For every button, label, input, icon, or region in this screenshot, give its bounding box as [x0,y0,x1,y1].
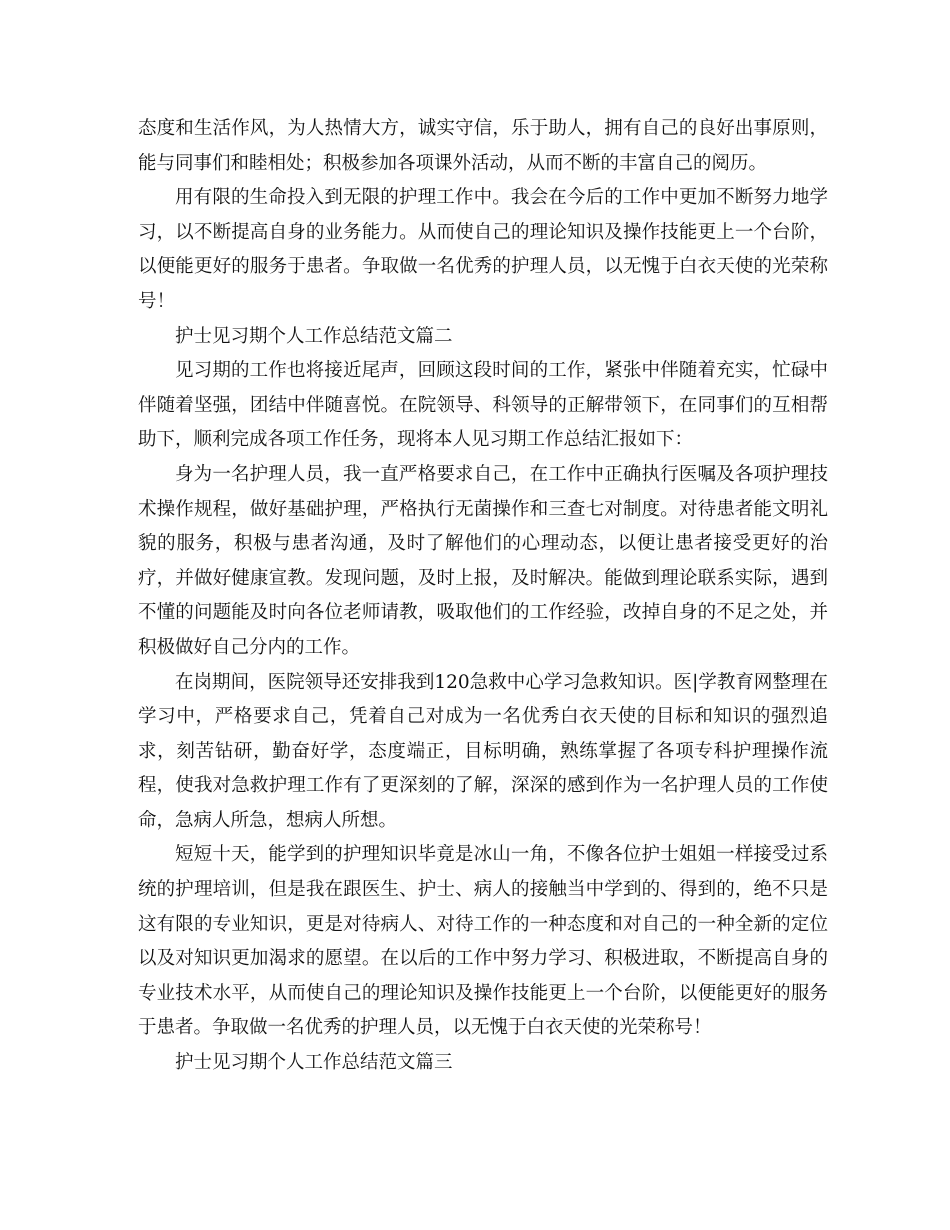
section-heading-part-two: 护士见习期个人工作总结范文篇二 [175,325,453,347]
paragraph-duties: 身为一名护理人员，我一直严格要求自己，在工作中正确执行医嘱及各项护理技术操作规程，做好基础护理，严格执行无菌操作和三查七对制度。对待患者能文明礼貌的服务，积极与患者沟通，及时了解他们的心理动态，以便让患者接受更好的治疗，并做好健康宣教。发现问题，及时上报，及时解决。能做到理论联系实际，遇到不懂的问题能及时向各位老师请教，吸取他们的工作经验，改掉自身的不足之处，并积极做好自己分内的工作。 [138,463,828,658]
paragraph-reflection: 短短十天，能学到的护理知识毕竟是冰山一角，不像各位护士姐姐一样接受过系统的护理培训，但是我在跟医生、护士、病人的接触当中学到的、得到的，绝不只是这有限的专业知识，更是对待病人、对待工作的一种态度和对自己的一种全新的定位以及对知识更加渴求的愿望。在以后的工作中努力学习、积极进取，不断提高自身的专业技术水平，从而使自己的理论知识及操作技能更上一个台阶，以便能更好的服务于患者。争取做一名优秀的护理人员，以无愧于白衣天使的光荣称号！ [138,844,828,1039]
paragraph-continuation: 态度和生活作风，为人热情大方，诚实守信，乐于助人，拥有自己的良好出事原则，能与同事们和睦相处；积极参加各项课外活动，从而不断的丰富自己的阅历。 [138,118,828,174]
paragraph-emergency-training: 在岗期间，医院领导还安排我到120急救中心学习急救知识。医|学教育网整理在学习中，严格要求自己，凭着自己对成为一名优秀白衣天使的目标和知识的强烈追求，刻苦钻研，勤奋好学，态度端正，目标明确，熟练掌握了各项专科护理操作流程，使我对急救护理工作有了更深刻的了解，深深的感到作为一名护理人员的工作使命，急病人所急，想病人所想。 [138,671,828,831]
section-heading-part-three: 护士见习期个人工作总结范文篇三 [175,1052,453,1074]
paragraph-intro: 见习期的工作也将接近尾声，回顾这段时间的工作，紧张中伴随着充实，忙碌中伴随着坚强，团结中伴随喜悦。在院领导、科领导的正解带领下，在同事们的互相帮助下，顺利完成各项工作任务，现将本人见习期工作总结汇报如下： [138,360,828,451]
paragraph-commitment: 用有限的生命投入到无限的护理工作中。我会在今后的工作中更加不断努力地学习，以不断提高自身的业务能力。从而使自己的理论知识及操作技能更上一个台阶，以便能更好的服务于患者。争取做一名优秀的护理人员，以无愧于白衣天使的光荣称号！ [138,187,828,312]
document-page [138,112,828,1081]
